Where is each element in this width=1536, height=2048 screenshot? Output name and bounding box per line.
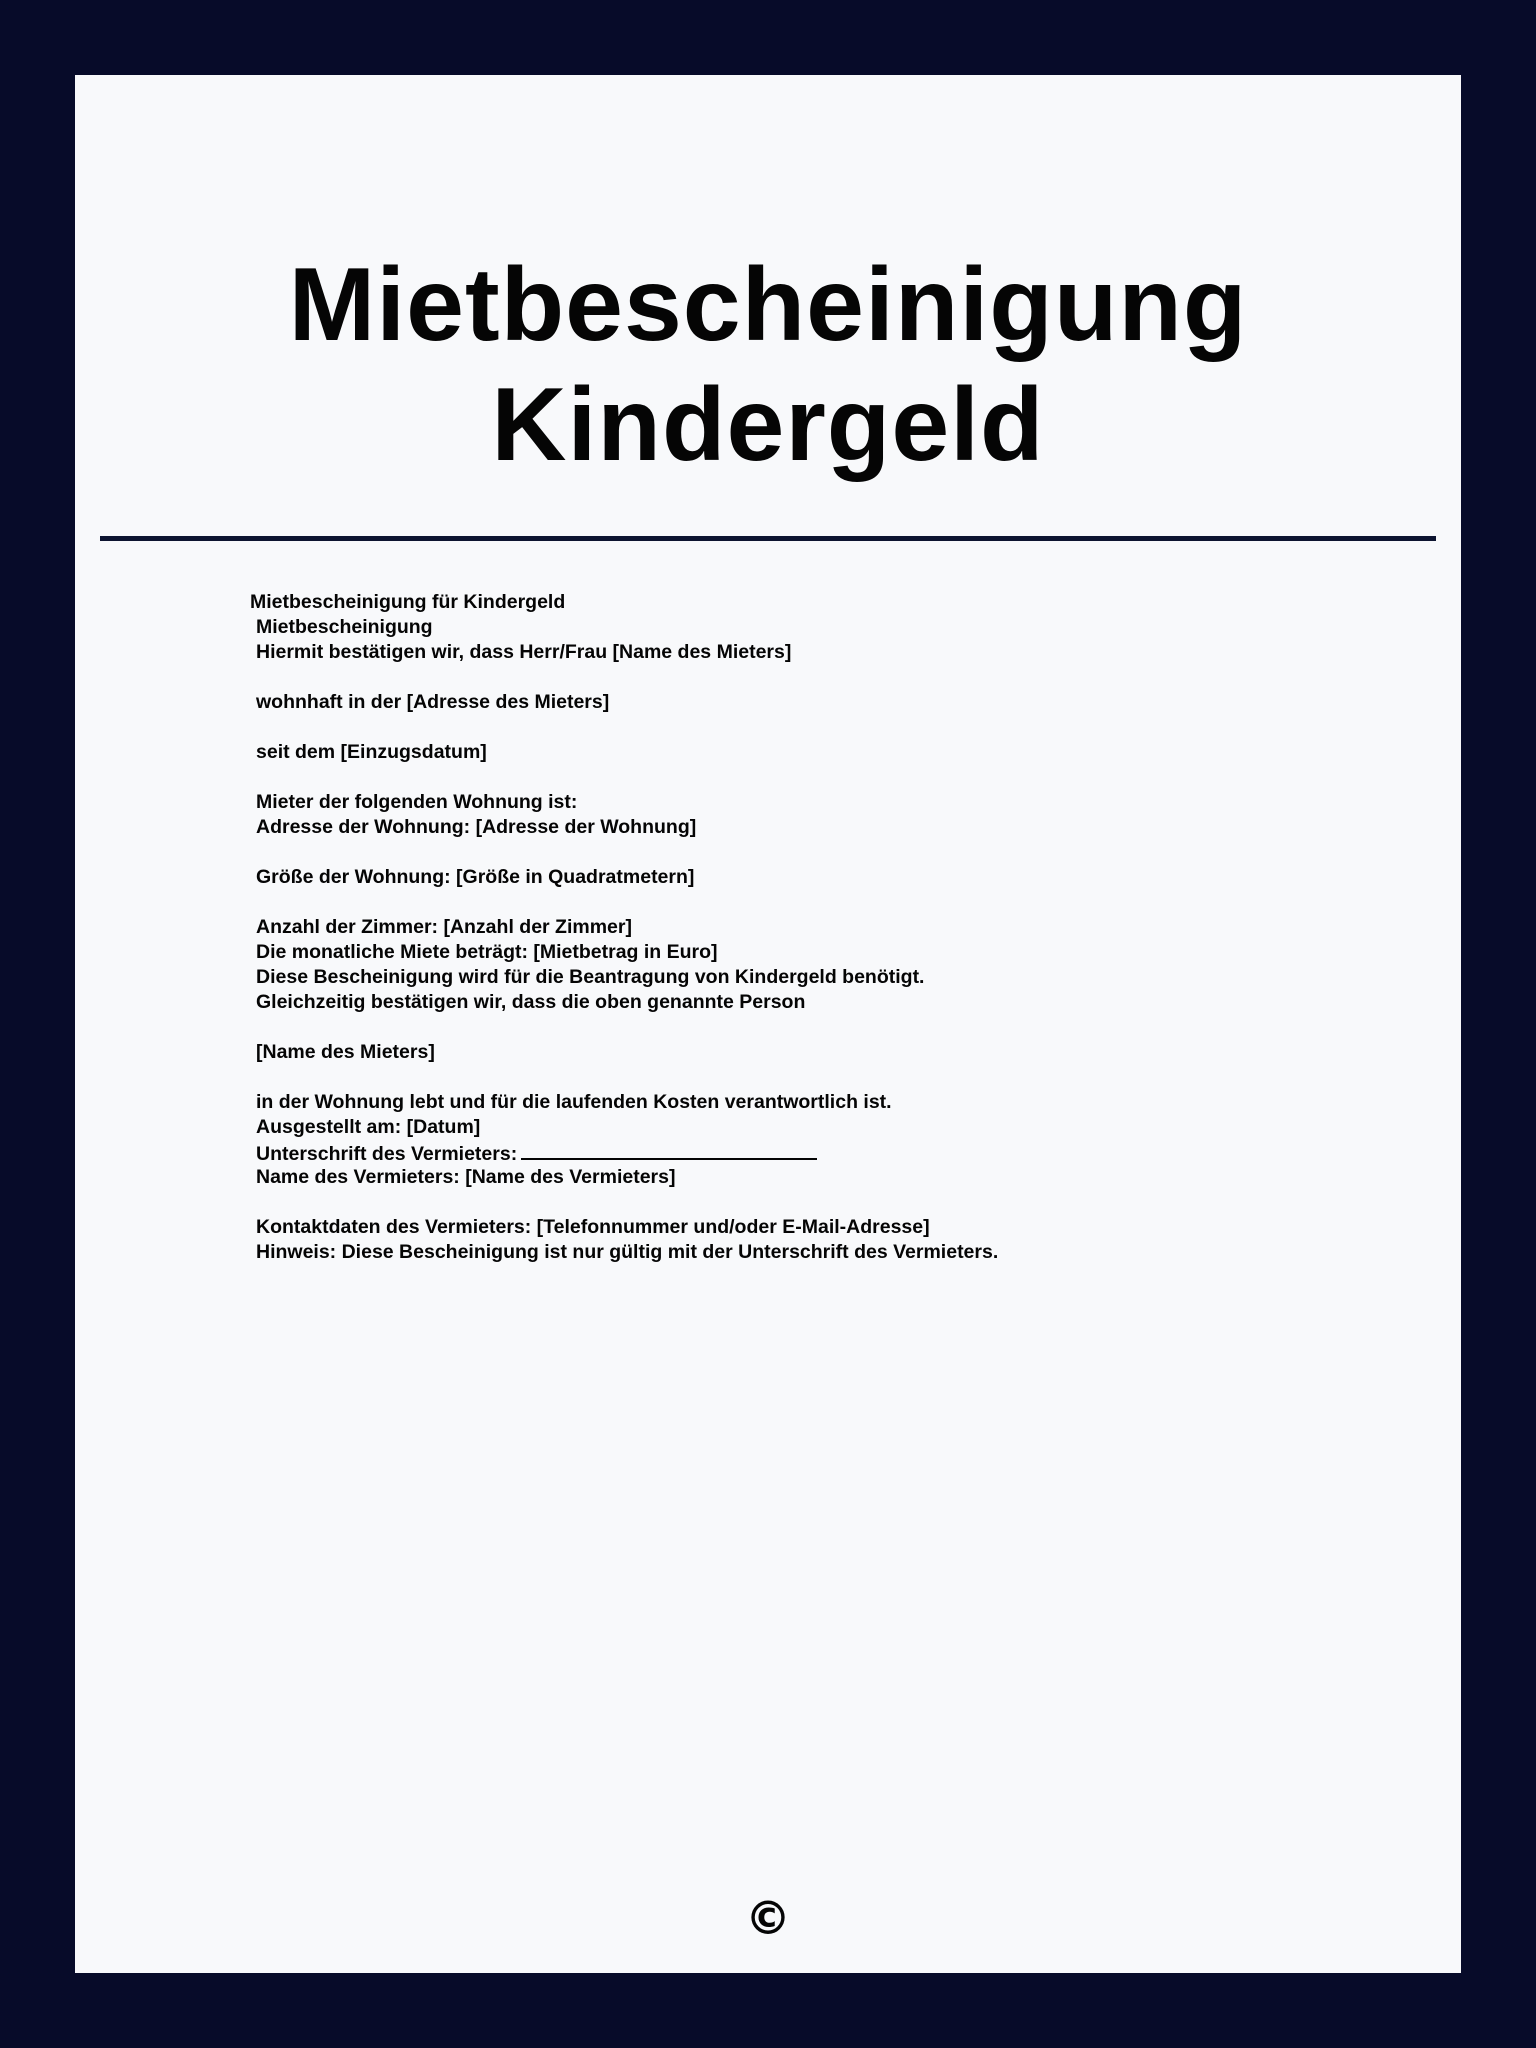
body-line: Adresse der Wohnung: [Adresse der Wohnung] <box>256 816 697 838</box>
blank-line <box>250 715 1350 740</box>
body-line: Die monatliche Miete beträgt: [Mietbetrag in Euro] <box>256 941 718 963</box>
blank-line <box>250 890 1350 915</box>
title-line-2: Kindergeld <box>491 367 1045 483</box>
body-line: wohnhaft in der [Adresse des Mieters] <box>256 691 610 713</box>
body-line: Kontaktdaten des Vermieters: [Telefonnummer und/oder E-Mail-Adresse] <box>256 1216 930 1238</box>
document-body <box>250 590 1350 1265</box>
blank-line <box>250 840 1350 865</box>
signature-line <box>250 1140 1350 1165</box>
signature-label: Unterschrift des Vermieters: <box>256 1143 518 1165</box>
blank-line <box>250 1065 1350 1090</box>
title-divider <box>100 536 1436 541</box>
signature-blank <box>521 1140 817 1160</box>
body-line: seit dem [Einzugsdatum] <box>256 741 487 763</box>
body-line: Hiermit bestätigen wir, dass Herr/Frau [Name des Mieters] <box>256 641 792 663</box>
body-line: Gleichzeitig bestätigen wir, dass die oben genannte Person <box>256 991 806 1013</box>
blank-line <box>250 665 1350 690</box>
body-line: Mietbescheinigung <box>256 616 433 638</box>
title-line-1: Mietbescheinigung <box>288 247 1248 363</box>
body-line: Name des Vermieters: [Name des Vermieters] <box>256 1166 676 1188</box>
blank-line <box>250 1015 1350 1040</box>
document-title <box>75 245 1461 485</box>
body-line: Ausgestellt am: [Datum] <box>256 1116 481 1138</box>
body-line: Hinweis: Diese Bescheinigung ist nur gültig mit der Unterschrift des Vermieters. <box>256 1241 999 1263</box>
body-line: [Name des Mieters] <box>256 1041 435 1063</box>
body-line: Größe der Wohnung: [Größe in Quadratmetern] <box>256 866 695 888</box>
body-line: Diese Bescheinigung wird für die Beantragung von Kindergeld benötigt. <box>256 966 925 988</box>
copyright-icon: © <box>745 1891 791 1945</box>
body-line: in der Wohnung lebt und für die laufenden Kosten verantwortlich ist. <box>256 1091 892 1113</box>
document-page <box>75 75 1461 1973</box>
body-line: Mieter der folgenden Wohnung ist: <box>256 791 578 813</box>
blank-line <box>250 1190 1350 1215</box>
body-heading: Mietbescheinigung für Kindergeld <box>250 591 566 613</box>
blank-line <box>250 765 1350 790</box>
body-line: Anzahl der Zimmer: [Anzahl der Zimmer] <box>256 916 632 938</box>
